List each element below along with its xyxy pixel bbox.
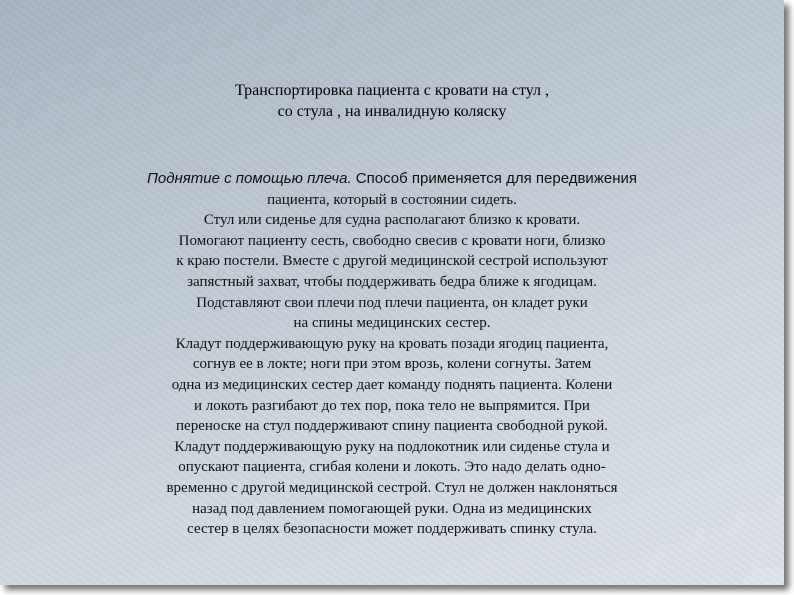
body-line: Стул или сиденье для судна располагают близко к кровати. — [203, 212, 581, 229]
body-line: Подставляют свои плечи под плечи пациента, он кладет руки — [196, 294, 588, 311]
body-line: и локоть разгибают до тех пор, пока тело не выпрямится. При — [194, 397, 590, 414]
body-line: одна из медицинских сестер дает команду поднять пациента. Колени — [171, 376, 613, 393]
body-line: опускают пациента, сгибая колени и локоть. Это надо делать одно- — [178, 459, 606, 476]
body-line: назад под давлением помогающей руки. Одна из медицинских — [192, 500, 592, 517]
body-line: запястный захват, чтобы поддерживать бедра ближе к ягодицам. — [187, 273, 597, 290]
body-line: Кладут поддерживающую руку на подлокотник или сиденье стула и — [174, 438, 610, 455]
body-line: пациента, который в состоянии сидеть. — [267, 191, 517, 208]
title-line-1: Транспортировка пациента с кровати на стул , — [234, 82, 550, 99]
body-line: на спины медицинских сестер. — [293, 315, 491, 332]
slide-body-text — [0, 169, 784, 540]
body-line: временно с другой медицинской сестрой. Стул не должен наклоняться — [166, 479, 618, 496]
body-line: переноске на стул поддерживают спину пациента свободной рукой. — [176, 418, 608, 435]
body-line: Помогают пациенту сесть, свободно свесив с кровати ноги, близко — [178, 232, 606, 249]
lead-heading: Поднятие с помощью плеча. — [147, 170, 352, 187]
body-line-lead — [0, 169, 784, 190]
body-line: согнув ее в локте; ноги при этом врозь, колени согнуты. Затем — [192, 356, 592, 373]
title-line-2: со стула , на инвалидную коляску — [277, 103, 507, 120]
slide-title — [0, 80, 784, 122]
body-line: Кладут поддерживающую руку на кровать позади ягодиц пациента, — [175, 335, 609, 352]
body-line: сестер в целях безопасности может поддерживать спинку стула. — [187, 521, 597, 538]
lead-text: Способ применяется для передвижения — [351, 170, 637, 187]
body-line: к краю постели. Вместе с другой медицинской сестрой используют — [176, 253, 608, 270]
